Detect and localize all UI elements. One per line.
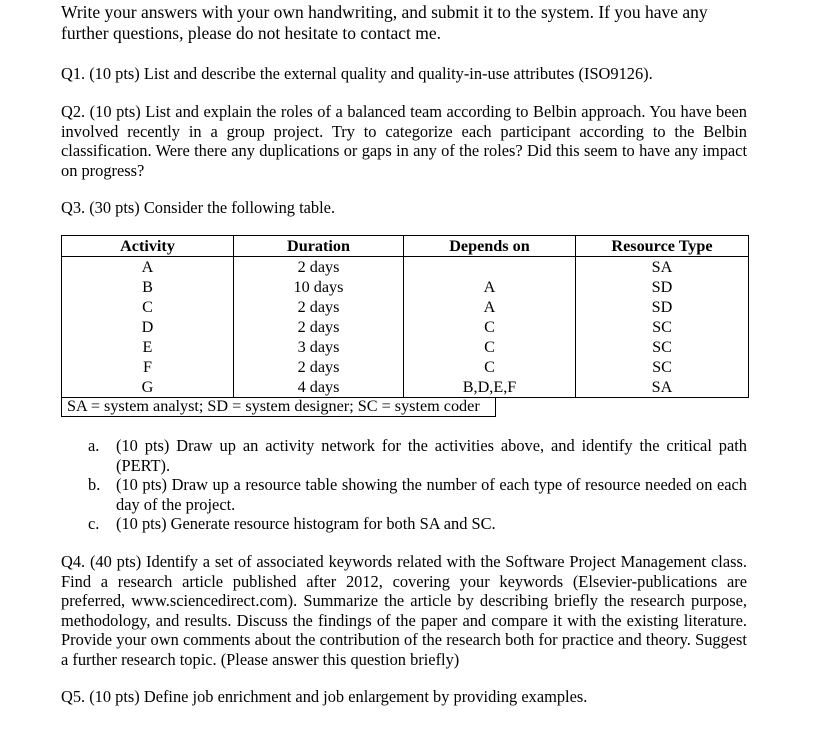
- table-cell: SC: [576, 317, 749, 337]
- table-cell: C: [404, 317, 576, 337]
- table-cell: A: [62, 257, 234, 278]
- table-row: [62, 357, 749, 377]
- table-cell: F: [62, 357, 234, 377]
- table-cell: 2 days: [234, 317, 404, 337]
- subquestion-text: (10 pts) Generate resource histogram for both SA and SC.: [116, 514, 496, 533]
- table-cell: B,D,E,F: [404, 377, 576, 398]
- table-header-row: [62, 236, 749, 257]
- table-cell: SC: [576, 337, 749, 357]
- table-header-cell: Resource Type: [576, 236, 749, 257]
- table-row: [62, 277, 749, 297]
- subquestion-item: [88, 436, 747, 475]
- table-row: [62, 337, 749, 357]
- subquestion-text: (10 pts) Draw up an activity network for the activities above, and identify the critical path (PERT).: [116, 436, 747, 475]
- table-row: [62, 257, 749, 278]
- question-4: Q4. (40 pts) Identify a set of associated keywords related with the Software Project Management class. Find a research article published after 2012, covering your keywords (Elsevier-publications are preferred, www.sciencedirect.com). Summarize the article by describing briefly the research purpose, methodology, and results. Discuss the findings of the paper and compare it with the existing literature. Provide your own comments about the contribution of the research both for practice and theory. Suggest a further research topic. (Please answer this question briefly): [61, 552, 747, 669]
- table-cell: G: [62, 377, 234, 398]
- table-cell: SD: [576, 297, 749, 317]
- table-cell: 4 days: [234, 377, 404, 398]
- table-cell: 2 days: [234, 257, 404, 278]
- table-cell: C: [404, 337, 576, 357]
- table-cell: SD: [576, 277, 749, 297]
- table-cell: SA: [576, 377, 749, 398]
- subquestion-list: [88, 436, 747, 534]
- table-cell: C: [62, 297, 234, 317]
- subquestion-item: [88, 514, 747, 534]
- table-cell: 10 days: [234, 277, 404, 297]
- intro-text: Write your answers with your own handwriting, and submit it to the system. If you have any further questions, please do not hesitate to contact me.: [61, 2, 708, 43]
- table-row: [62, 317, 749, 337]
- table-cell: 2 days: [234, 297, 404, 317]
- subquestion-text: (10 pts) Draw up a resource table showing the number of each type of resource needed on each day of the project.: [116, 475, 747, 514]
- subquestion-marker: c.: [88, 514, 100, 533]
- table-header-cell: Depends on: [404, 236, 576, 257]
- table-header-cell: Duration: [234, 236, 404, 257]
- table-row: [62, 297, 749, 317]
- table-cell: SC: [576, 357, 749, 377]
- table-header-cell: Activity: [62, 236, 234, 257]
- table-cell: A: [404, 277, 576, 297]
- table-cell: C: [404, 357, 576, 377]
- subquestion-marker: a.: [88, 436, 100, 455]
- question-5: Q5. (10 pts) Define job enrichment and job enlargement by providing examples.: [61, 687, 588, 706]
- table-cell: 3 days: [234, 337, 404, 357]
- question-2: Q2. (10 pts) List and explain the roles of a balanced team according to Belbin approach. You have been involved recently in a group project. Try to categorize each participant according to the Belbin classification. Were there any duplications or gaps in any of the roles? Did this seem to have any impact on progress?: [61, 102, 747, 180]
- table-legend: SA = system analyst; SD = system designer; SC = system coder: [61, 397, 496, 417]
- subquestion-item: [88, 475, 747, 514]
- table-cell: A: [404, 297, 576, 317]
- table-cell: [404, 257, 576, 278]
- question-3: Q3. (30 pts) Consider the following table.: [61, 198, 336, 217]
- subquestion-marker: b.: [88, 475, 101, 494]
- table-cell: B: [62, 277, 234, 297]
- table-cell: D: [62, 317, 234, 337]
- table-cell: E: [62, 337, 234, 357]
- activity-table: [61, 235, 748, 398]
- table-cell: 2 days: [234, 357, 404, 377]
- table-cell: SA: [576, 257, 749, 278]
- table-row: [62, 377, 749, 398]
- question-1: Q1. (10 pts) List and describe the external quality and quality-in-use attributes (ISO9126).: [61, 64, 653, 83]
